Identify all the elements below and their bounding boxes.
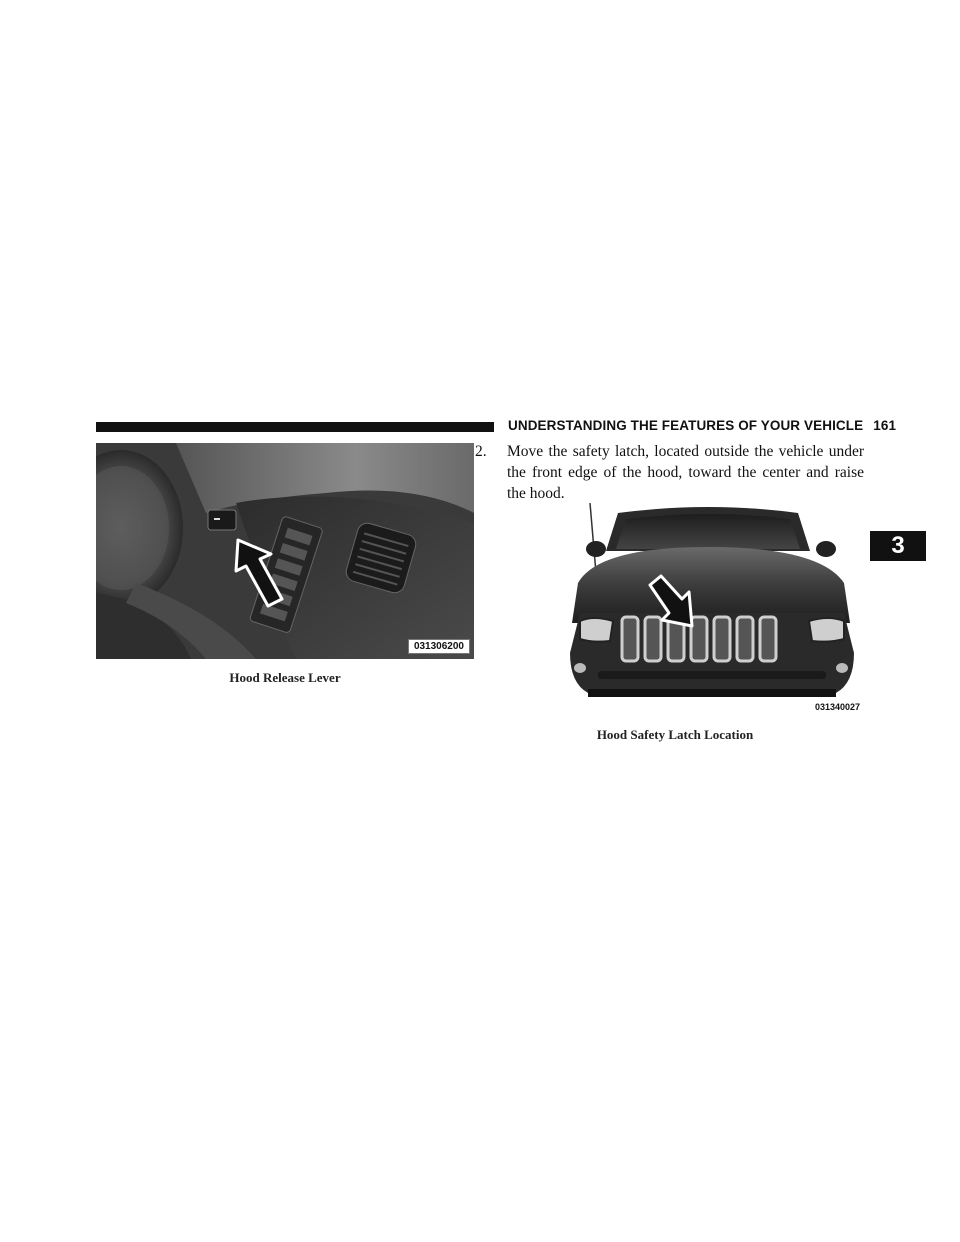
running-header — [508, 418, 896, 433]
page-number: 161 — [873, 418, 897, 433]
vehicle-front-illustration — [558, 503, 864, 717]
figure-code: 031340027 — [814, 702, 860, 712]
step-instruction — [475, 441, 864, 504]
step-number: 2. — [475, 443, 487, 460]
hood-release-lever-illustration — [96, 443, 474, 659]
figure-caption-right: Hood Safety Latch Location — [596, 727, 754, 742]
hood-safety-latch-photo — [558, 503, 864, 717]
hood-release-lever-photo — [96, 443, 474, 659]
figure-caption-left: Hood Release Lever — [229, 670, 341, 685]
figure-code: 031306200 — [408, 639, 470, 654]
chapter-tab: 3 — [870, 531, 926, 561]
header-rule — [96, 422, 494, 432]
section-title: UNDERSTANDING THE FEATURES OF YOUR VEHICLE — [508, 418, 864, 433]
step-body: Move the safety latch, located outside the vehicle under the front edge of the hood, toward the center and raise the hood. — [507, 443, 864, 502]
